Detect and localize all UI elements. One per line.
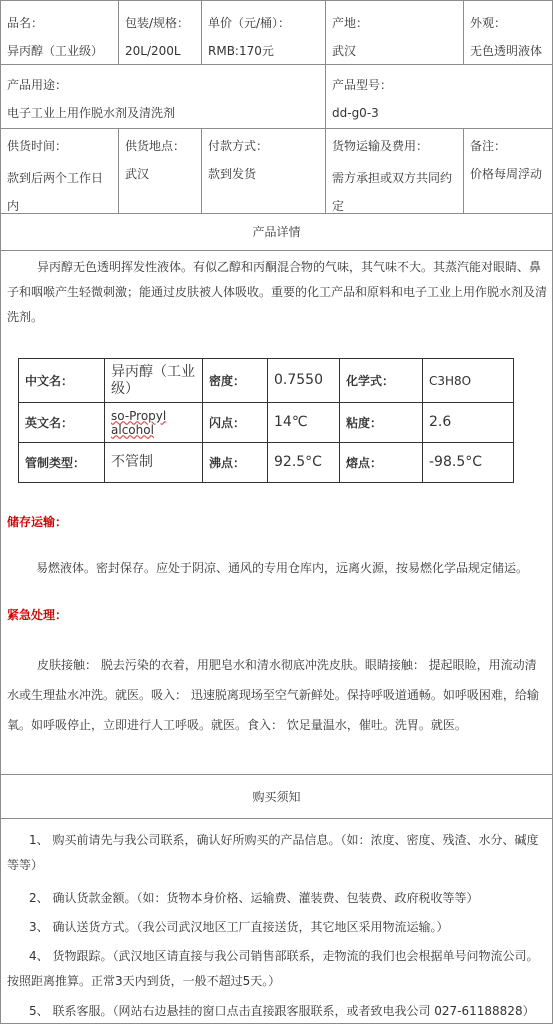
price-label: 单价（元/桶）：	[208, 16, 291, 30]
storage-title: 储存运输：	[7, 515, 68, 529]
details-title: 产品详情	[252, 225, 301, 239]
spec-row	[19, 359, 514, 403]
spec-key: 粘度：	[340, 403, 423, 443]
spec-row	[19, 403, 514, 443]
spec-value: so-Propyl alcohol	[105, 403, 203, 443]
spec-key: 管制类型：	[19, 443, 105, 483]
spec-value: 0.7550	[268, 359, 340, 403]
pack-value: 20L/200L	[125, 44, 181, 58]
appearance-value: 无色透明液体	[470, 44, 543, 58]
spec-value: 92.5°C	[268, 443, 340, 483]
spec-key: 中文名：	[19, 359, 105, 403]
usage-label: 产品用途：	[7, 78, 68, 92]
time-label: 供货时间：	[7, 139, 68, 153]
grid-line	[0, 774, 553, 775]
spec-value: -98.5°C	[423, 443, 514, 483]
shipping-label: 货物运输及费用：	[332, 139, 429, 153]
name-label: 品名：	[7, 16, 44, 30]
payment-label: 付款方式：	[208, 139, 269, 153]
purchase-item: 3、 确认送货方式。（我公司武汉地区工厂直接送货，其它地区采用物流运输。）	[29, 920, 449, 934]
origin-label: 产地：	[332, 16, 369, 30]
spec-key: 密度：	[203, 359, 268, 403]
spec-value: C3H8O	[423, 359, 514, 403]
grid-line	[118, 0, 119, 64]
purchase-item: 1、 购买前请先与我公司联系，确认好所购买的产品信息。（如：浓度、密度、残渣、水分、碱度等等）	[7, 833, 539, 872]
grid-line	[0, 64, 553, 65]
grid-line	[201, 128, 202, 213]
grid-line	[0, 818, 553, 819]
origin-value: 武汉	[332, 44, 357, 58]
purchase-item: 4、 货物跟踪。（武汉地区请直接与我公司销售部联系，走物流的我们也会根据单号问物流公司。按照距离推算。正常3天内到货，一般不超过5天。）	[7, 949, 539, 988]
emergency-title: 紧急处理：	[7, 608, 68, 622]
spec-table	[18, 358, 514, 483]
model-value: dd-g0-3	[332, 106, 379, 120]
spec-value: 14℃	[268, 403, 340, 443]
grid-line	[463, 0, 464, 64]
place-value: 武汉	[125, 167, 150, 181]
spec-key: 闪点：	[203, 403, 268, 443]
grid-line	[463, 128, 464, 213]
time-value: 款到后两个工作日内	[7, 171, 104, 213]
appearance-label: 外观：	[470, 16, 507, 30]
grid-line	[0, 128, 553, 129]
grid-line	[325, 128, 326, 213]
price-value: RMB:170元	[208, 44, 274, 58]
place-label: 供货地点：	[125, 139, 186, 153]
payment-value: 款到发货	[208, 167, 257, 181]
usage-value: 电子工业上用作脱水剂及清洗剂	[7, 106, 176, 120]
spec-key: 英文名：	[19, 403, 105, 443]
shipping-value: 需方承担或双方共同约定	[332, 171, 453, 213]
storage-text: 易燃液体。密封保存。应处于阴凉、通风的专用仓库内，远离火源，按易燃化学品规定储运。	[36, 561, 529, 575]
grid-line	[0, 0, 553, 1]
grid-line	[201, 0, 202, 64]
purchase-title: 购买须知	[252, 790, 301, 804]
product-intro: 异丙醇无色透明挥发性液体。有似乙醇和丙酮混合物的气味，其气味不大。其蒸汽能对眼睛、鼻子和咽喉产生轻微刺激；能通过皮肤被人体吸收。重要的化工产品和原料和电子工业上用作脱水剂及清洗剂。	[7, 260, 548, 324]
spec-key: 化学式：	[340, 359, 423, 403]
grid-line	[325, 64, 326, 128]
emergency-text: 皮肤接触： 脱去污染的衣着，用肥皂水和清水彻底冲洗皮肤。眼睛接触： 提起眼睑，用流动清水或生理盐水冲洗。就医。吸入： 迅速脱离现场至空气新鲜处。保持呼吸道通畅。如呼吸困难，给输氧。如呼吸停止，立即进行人工呼吸。就医。食入： 饮足量温水，催吐。洗胃。就医。	[7, 658, 539, 732]
name-value: 异丙醇（工业级）	[7, 44, 104, 58]
spec-key: 沸点：	[203, 443, 268, 483]
purchase-item: 2、 确认货款金额。（如：货物本身价格、运输费、灌装费、包装费、政府税收等等）	[29, 891, 479, 905]
spec-row	[19, 443, 514, 483]
spec-value: 不管制	[105, 443, 203, 483]
grid-line	[0, 0, 1, 1024]
spec-value: 异丙醇（工业级）	[105, 359, 203, 403]
grid-line	[325, 0, 326, 64]
remark-value: 价格每周浮动	[470, 167, 543, 181]
pack-label: 包装/规格：	[125, 16, 190, 30]
purchase-item: 5、 联系客服。（网站右边悬挂的窗口点击直接跟客服联系，或者致电我公司 027-61188828）	[29, 1004, 535, 1018]
model-label: 产品型号：	[332, 78, 393, 92]
remark-label: 备注：	[470, 139, 507, 153]
grid-line	[0, 250, 553, 251]
spec-value: 2.6	[423, 403, 514, 443]
spec-key: 熔点：	[340, 443, 423, 483]
grid-line	[118, 128, 119, 213]
